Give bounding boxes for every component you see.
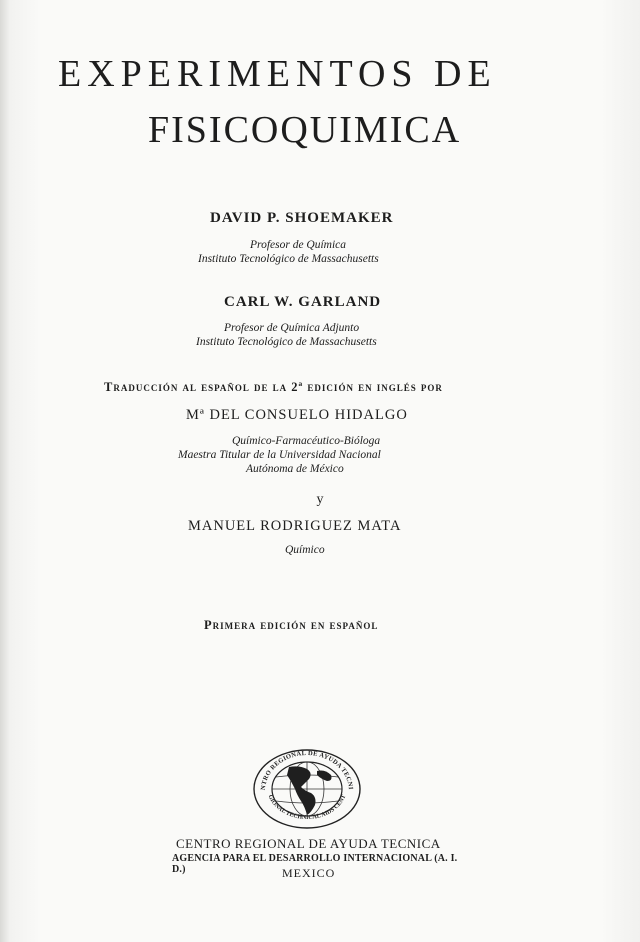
globe-seal-icon (251, 747, 363, 829)
author-name: CARL W. GARLAND (224, 294, 382, 310)
book-title-line1: EXPERIMENTOS DE (58, 53, 497, 95)
seal-bottom-text: GIONAL TECHNICAL AIDS CENT (266, 794, 348, 822)
translator-name: MANUEL RODRIGUEZ MATA (188, 518, 402, 534)
seal-logo (251, 747, 363, 829)
author-institution: Instituto Tecnológico de Massachusetts (198, 253, 379, 265)
translator-desc: Autónoma de México (246, 463, 344, 475)
publisher-city: MEXICO (282, 866, 336, 880)
publisher-agency: AGENCIA PARA EL DESARROLLO INTERNACIONAL (A. I. D.) (172, 853, 458, 875)
author-role: Profesor de Química (250, 239, 347, 251)
translator-name: Mª DEL CONSUELO HIDALGO (186, 407, 408, 423)
translator-desc: Químico-Farmacéutico-Bióloga (232, 435, 381, 447)
author-block-1 (198, 210, 438, 227)
author-name: DAVID P. SHOEMAKER (210, 210, 394, 226)
seal-top-text: NTRO REGIONAL DE AYUDA TECNI (259, 749, 354, 791)
author-role: Profesor de Química Adjunto (224, 322, 360, 334)
edition-line: Primera edición en español (204, 618, 379, 632)
translator-desc: Químico (285, 544, 325, 556)
translator-desc: Maestra Titular de la Universidad Nacional (178, 449, 381, 461)
conjunction: y (316, 492, 324, 507)
book-title-line2: FISICOQUIMICA (148, 109, 462, 151)
translation-line: Traducción al español de la 2ª edición en inglés por (104, 380, 443, 394)
publisher-name: CENTRO REGIONAL DE AYUDA TECNICA (176, 836, 441, 851)
author-institution: Instituto Tecnológico de Massachusetts (196, 336, 377, 348)
